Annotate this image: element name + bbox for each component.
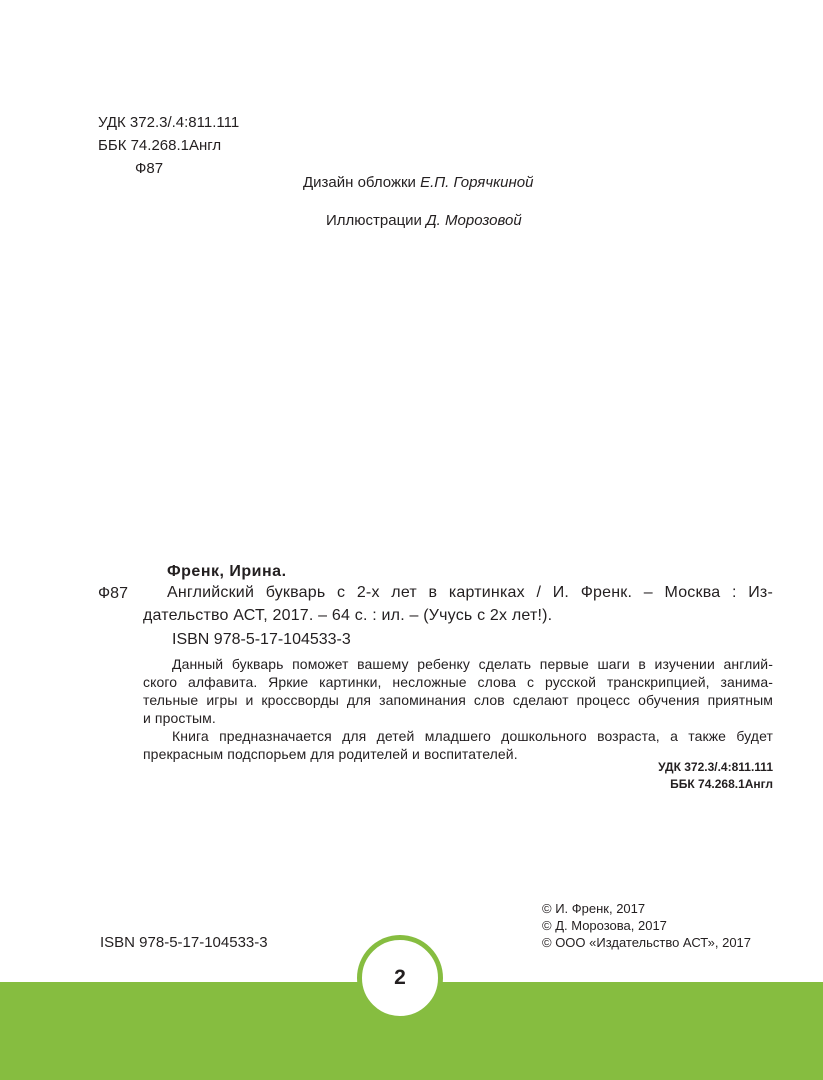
record-isbn: ISBN 978-5-17-104533-3 [172,631,351,648]
illustrations-label: Иллюстрации [326,212,422,229]
udk-code: УДК 372.3/.4:811.111 [98,114,240,131]
annotation-line: тельные игры и кроссворды для запоминания слов сделают процесс обучения приятным [143,692,773,708]
record-title-line: дательство АСТ, 2017. – 64 с. : ил. – (Учусь с 2х лет!). [143,607,553,624]
annotation-line: ского алфавита. Яркие картинки, несложные слова с русской транскрипцией, занима- [143,674,773,690]
illustrations-credit [326,212,522,229]
copyright-line: © ООО «Издательство АСТ», 2017 [542,935,752,950]
classification-codes [98,111,239,180]
page-number-badge [357,935,443,1021]
copyright-line: © Д. Морозова, 2017 [542,918,667,933]
cover-design-label: Дизайн обложки [303,174,416,191]
annotation-line: прекрасным подспорьем для родителей и воспитателей. [143,746,518,762]
cover-designer-name: Е.П. Горячкиной [420,174,534,191]
record-udk-code: УДК 372.3/.4:811.111 [658,760,773,774]
record-bbk-code: ББК 74.268.1Англ [670,777,773,791]
cover-design-credit [303,174,533,191]
isbn-bottom: ISBN 978-5-17-104533-3 [100,934,268,951]
illustrator-name: Д. Морозовой [426,212,522,229]
author-mark: Ф87 [135,160,164,177]
record-title-line: Английский букварь с 2-х лет в картинках / И. Френк. – Москва : Из- [167,584,773,601]
page-number: 2 [394,966,406,989]
record-author: Френк, Ирина. [167,563,287,580]
annotation-line: Данный букварь поможет вашему ребенку сделать первые шаги в изучении англий- [172,656,773,672]
bbk-code: ББК 74.268.1Англ [98,137,222,154]
record-catalog-code: Ф87 [98,585,128,602]
annotation-line: Книга предназначается для детей младшего дошкольного возраста, а также будет [172,728,773,744]
annotation-line: и простым. [143,710,216,726]
copyright-line: © И. Френк, 2017 [542,901,646,916]
